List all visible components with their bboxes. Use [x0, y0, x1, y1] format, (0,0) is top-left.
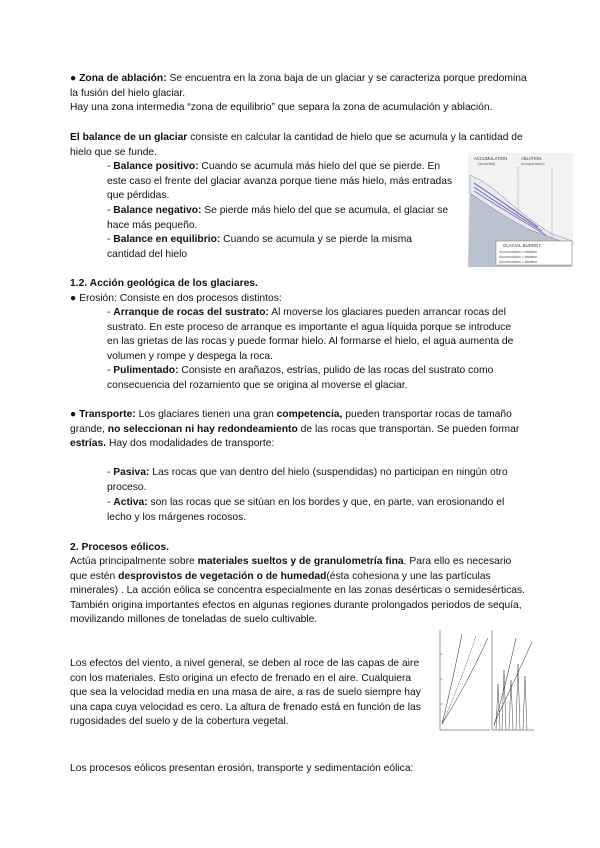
glacier-budget-figure: [468, 153, 573, 267]
transporte-paragraph: ● Transporte: Los glaciares tienen una gran competencia, pueden transportar rocas de tamaño grande, no seleccionan ni hay redondeamiento de las rocas que transportan. Se pueden formar estrías. Hay dos modalidades de transporte:: [70, 409, 520, 450]
estrias-term: estrías.: [70, 438, 107, 450]
pulimentado-text: Consiste en arañazos, estrías, pulido de las rocas del sustrato como consecuencia del rozamiento que se origina al moverse el glaciar.: [107, 365, 494, 391]
label-accumulation-sub: (snowfall): [478, 161, 496, 166]
activa-term: Activa:: [113, 497, 148, 508]
activa-item: - Activa: son las rocas que se sitúan en los bordes y que, en parte, van erosionando el lecho y los márgenes rocosos.: [107, 497, 505, 523]
balance-item-negativo: - Balance negativo: Se pierde más hielo del que se acumula, el glaciar se hace más pequeño.: [107, 205, 449, 231]
ablacion-term: Zona de ablación:: [79, 73, 167, 84]
transporte-term: Transporte:: [79, 409, 136, 420]
balance-paragraph: [70, 131, 532, 160]
balance-text: consiste en calcular la cantidad de hielo que se acumula y la cantidad de hielo que se funde.: [70, 132, 523, 158]
budget-line-1: Accumulation > ablation: [499, 250, 538, 254]
bullet: ●: [70, 73, 77, 84]
budget-title: GLACIAL BUDGET: [503, 243, 541, 248]
balance-negativo-term: Balance negativo:: [113, 205, 202, 216]
balance-equilibrio-term: Balance en equilibrio:: [113, 234, 221, 245]
wind-profile-figure: [432, 624, 536, 742]
balance-item-equilibrio: - Balance en equilibrio: Cuando se acumula y se pierde la misma cantidad del hielo: [107, 234, 413, 260]
label-accumulation: ACCUMULATION: [474, 156, 508, 161]
balance-negativo-text: Se pierde más hielo del que se acumula, el glaciar se hace más pequeño.: [107, 205, 449, 231]
efectos-paragraph: Los efectos del viento, a nivel general, se deben al roce de las capas de aire con los materiales. Esto origina un efecto de frenado en el aire. Cualquiera que sea la velocidad media en una masa de aire, a ras de suelo siempre hay una capa cuya velocidad es cero. La altura de frenado está en función de las rugosidades del suelo y de la cobertura vegetal.: [70, 658, 421, 728]
pasiva-term: Pasiva:: [113, 467, 150, 478]
eolicos-heading: 2. Procesos eólicos.: [70, 542, 170, 553]
balance-equilibrio-text: Cuando se acumula y se pierde la misma cantidad del hielo: [107, 234, 413, 260]
pasiva-item: - Pasiva: Las rocas que van dentro del hielo (suspendidas) no participan en ningún otro proceso.: [107, 467, 508, 493]
balance-positivo-term: Balance positivo:: [113, 161, 199, 172]
arranque-text: Al moverse los glaciares pueden arrancar rocas del sustrato. En este proceso de arranque es importante el agua líquida porque se introduce en las grietas de las rocas y puede formar hielo. Al formarse el hielo, el agua aumenta de volumen y rompe y despega la roca.: [107, 307, 514, 362]
eolicos-paragraph: Actúa principalmente sobre materiales sueltos y de granulometría fina. Para ello es necesario que estén desprovistos de vegetación o de humedad(ésta cohesiona y une las partículas minerales) . La acción eólica se concentra especialmente en las zonas desérticas o semidesérticas. También origina importantes efectos en algunas regiones durante prolongados periodos de sequía, movilizando millones de toneladas de suelo cultivable.: [70, 556, 526, 626]
erosion-line: ● Erosión: Consiste en dos procesos distintos:: [70, 293, 282, 304]
activa-text: son las rocas que se sitúan en los bordes y que, en parte, van erosionando el lecho y los márgenes rocosos.: [107, 497, 505, 523]
zona-intermedia-text: Hay una zona intermedia “zona de equilibrio” que separa la zona de acumulación y ablación.: [70, 102, 493, 113]
label-ablation: ABLATION: [521, 156, 542, 161]
budget-line-3: Accumulation < ablation: [499, 260, 538, 264]
arranque-item: - Arranque de rocas del sustrato: Al moverse los glaciares pueden arrancar rocas del sustrato. En este proceso de arranque es importante el agua líquida porque se introduce en las grietas de las rocas y puede formar hielo. Al formarse el hielo, el agua aumenta de volumen y rompe y despega la roca.: [107, 307, 514, 362]
pulimentado-term: Pulimentado:: [113, 365, 179, 376]
pulimentado-item: - Pulimentado: Consiste en arañazos, estrías, pulido de las rocas del sustrato como consecuencia del rozamiento que se origina al moverse el glaciar.: [107, 365, 494, 391]
budget-line-2: Accumulation = ablation: [499, 255, 538, 259]
procesos-paragraph: Los procesos eólicos presentan erosión, transporte y sedimentación eólica:: [70, 763, 414, 774]
pasiva-text: Las rocas que van dentro del hielo (suspendidas) no participan en ningún otro proceso.: [107, 467, 508, 493]
balance-item-positivo: - Balance positivo: Cuando se acumula más hielo del que se pierde. En este caso el frente del glaciar avanza porque tiene más hielo, más entradas que pérdidas.: [107, 161, 453, 202]
balance-positivo-text: Cuando se acumula más hielo del que se pierde. En este caso el frente del glaciar avanza porque tiene más hielo, más entradas que pérdidas.: [107, 161, 453, 202]
erosion-text: Erosión: Consiste en dos procesos distintos:: [79, 293, 282, 304]
balance-term: El balance de un glaciar: [70, 132, 188, 143]
materiales-sueltos-term: materiales sueltos y de granulometría fina: [197, 556, 404, 567]
desprovistos-term: desprovistos de vegetación o de humedad: [118, 570, 327, 582]
label-ablation-sub: (evaporation): [521, 161, 545, 166]
competencia-term: competencia,: [276, 409, 343, 420]
accion-heading: 1.2. Acción geológica de los glaciares.: [70, 278, 258, 289]
ablacion-text: Se encuentra en la zona baja de un glaciar y se caracteriza porque predomina la fusión del hielo glaciar.: [70, 73, 527, 99]
no-seleccionan-term: no seleccionan ni hay redondeamiento: [107, 423, 298, 435]
arranque-term: Arranque de rocas del sustrato:: [113, 307, 269, 318]
ablacion-paragraph: [70, 72, 532, 101]
